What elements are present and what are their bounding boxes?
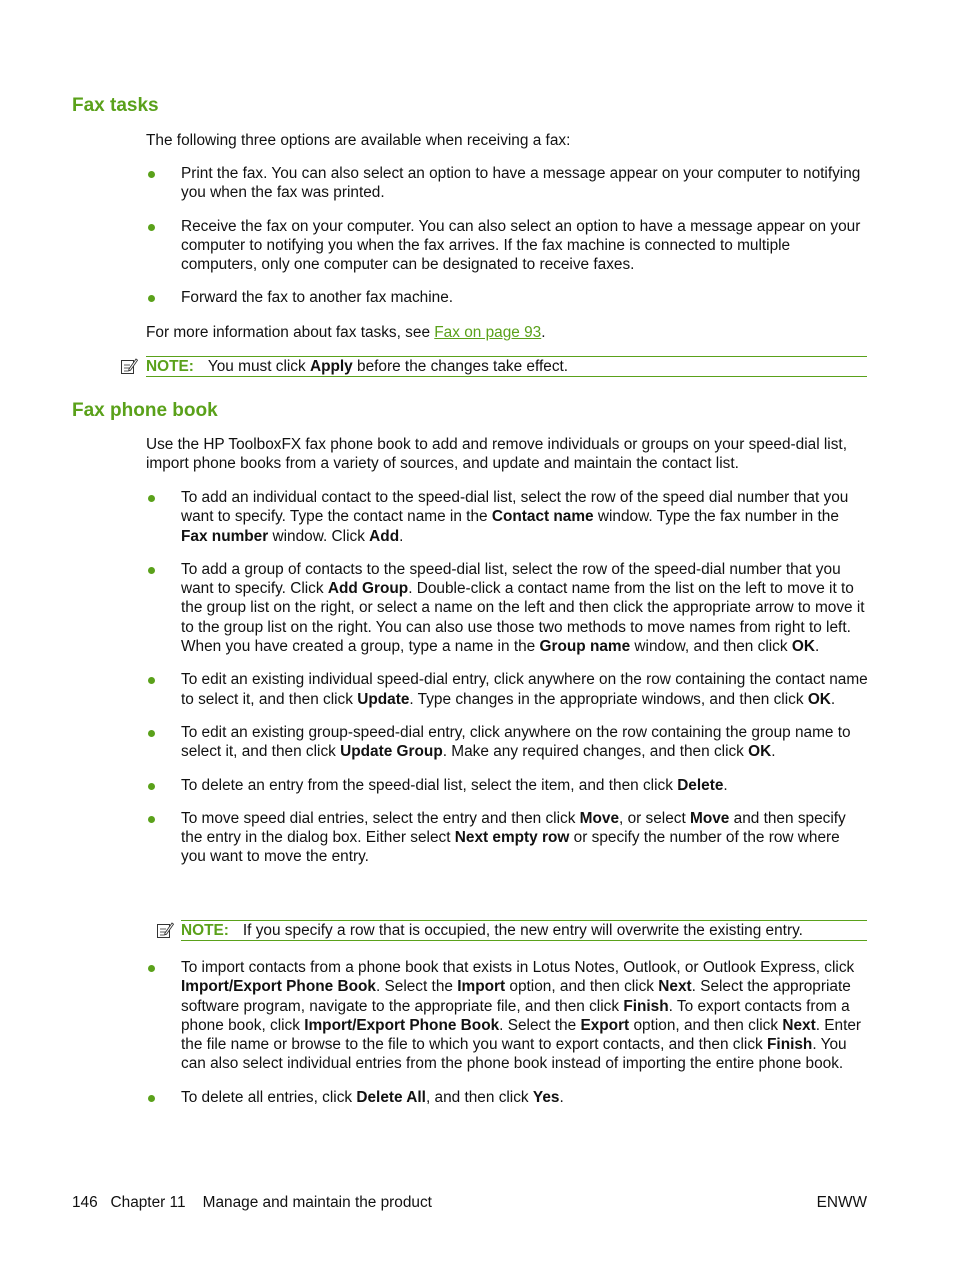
bullet-dot-icon (148, 171, 155, 178)
bullet-dot-icon (148, 295, 155, 302)
list-item: To add a group of contacts to the speed-dial list, select the row of the speed-dial number that you want to specify. Click Add Group. Double-click a contact name from the list on the left to move it to the group list on the right, or select a name on the left and then click the appropriate arrow to move it to the group list on the right. You can also use those two methods to move names from right to left. When you have created a group, type a name in the Group name window, and then click OK. (146, 560, 868, 656)
note-apply: NOTE: You must click Apply before the changes take effect. (146, 356, 867, 377)
bullet-dot-icon (148, 224, 155, 231)
section-heading-fax-tasks: Fax tasks (72, 95, 159, 116)
note-pencil-icon (120, 357, 138, 375)
list-item: To delete all entries, click Delete All, and then click Yes. (146, 1088, 868, 1107)
chapter-label: Chapter 11 (110, 1194, 186, 1211)
note-label: NOTE: (181, 922, 229, 939)
list-item: To delete an entry from the speed-dial list, select the item, and then click Delete. (146, 776, 868, 795)
list-item: Print the fax. You can also select an option to have a message appear on your computer to notifying you when the fax was printed. (146, 164, 868, 203)
list-item: To edit an existing individual speed-dial entry, click anywhere on the row containing the contact name to select it, and then click Update. Type changes in the appropriate windows, and then click OK. (146, 670, 868, 709)
list-item: To add an individual contact to the speed-dial list, select the row of the speed dial number that you want to specify. Type the contact name in the Contact name window. Type the fax number in the Fax number window. Click Add. (146, 488, 868, 546)
section-heading-fax-phone-book: Fax phone book (72, 400, 218, 421)
bullet-dot-icon (148, 677, 155, 684)
page-footer-right: ENWW (816, 1194, 867, 1211)
list-item: Forward the fax to another fax machine. (146, 288, 868, 307)
note-pencil-icon (156, 921, 174, 939)
bullet-dot-icon (148, 816, 155, 823)
bullet-dot-icon (148, 495, 155, 502)
fax-phone-book-list-continued (146, 958, 868, 1107)
fax-tasks-intro: The following three options are available when receiving a fax: (146, 132, 571, 149)
fax-tasks-more-info: For more information about fax tasks, see Fax on page 93. (146, 324, 546, 341)
fax-tasks-list (146, 164, 868, 308)
note-occupied-row: NOTE: If you specify a row that is occupied, the new entry will overwrite the existing entry. (181, 920, 867, 941)
fax-phone-book-list (146, 488, 868, 867)
fax-page-link[interactable]: Fax on page 93 (434, 324, 542, 341)
list-item: To import contacts from a phone book that exists in Lotus Notes, Outlook, or Outlook Express, click Import/Export Phone Book. Select the Import option, and then click Next. Select the appropriate software program, navigate to the appropriate file, and then click Finish. To export contacts from a phone book, click Import/Export Phone Book. Select the Export option, and then click Next. Enter the file name or browse to the file to which you want to export contacts, and then click Finish. You can also select individual entries from the phone book instead of importing the entire phone book. (146, 958, 868, 1074)
list-item: Receive the fax on your computer. You can also select an option to have a message appear on your computer to notifying you when the fax arrives. If the fax machine is connected to multiple computers, only one computer can be designated to receive faxes. (146, 217, 868, 275)
bullet-dot-icon (148, 730, 155, 737)
bullet-dot-icon (148, 567, 155, 574)
bullet-dot-icon (148, 1095, 155, 1102)
chapter-title: Manage and maintain the product (202, 1194, 432, 1211)
list-item: To edit an existing group-speed-dial entry, click anywhere on the row containing the group name to select it, and then click Update Group. Make any required changes, and then click OK. (146, 723, 868, 762)
fax-phone-book-intro: Use the HP ToolboxFX fax phone book to add and remove individuals or groups on your speed-dial list, import phone books from a variety of sources, and update and maintain the contact list. (146, 436, 847, 473)
note-label: NOTE: (146, 358, 194, 375)
bullet-dot-icon (148, 965, 155, 972)
list-item: To move speed dial entries, select the entry and then click Move, or select Move and then specify the entry in the dialog box. Either select Next empty row or specify the number of the row where you want to move the entry. (146, 809, 868, 867)
bullet-dot-icon (148, 783, 155, 790)
page-number: 146 (72, 1194, 98, 1211)
page-footer-left (72, 1193, 432, 1212)
